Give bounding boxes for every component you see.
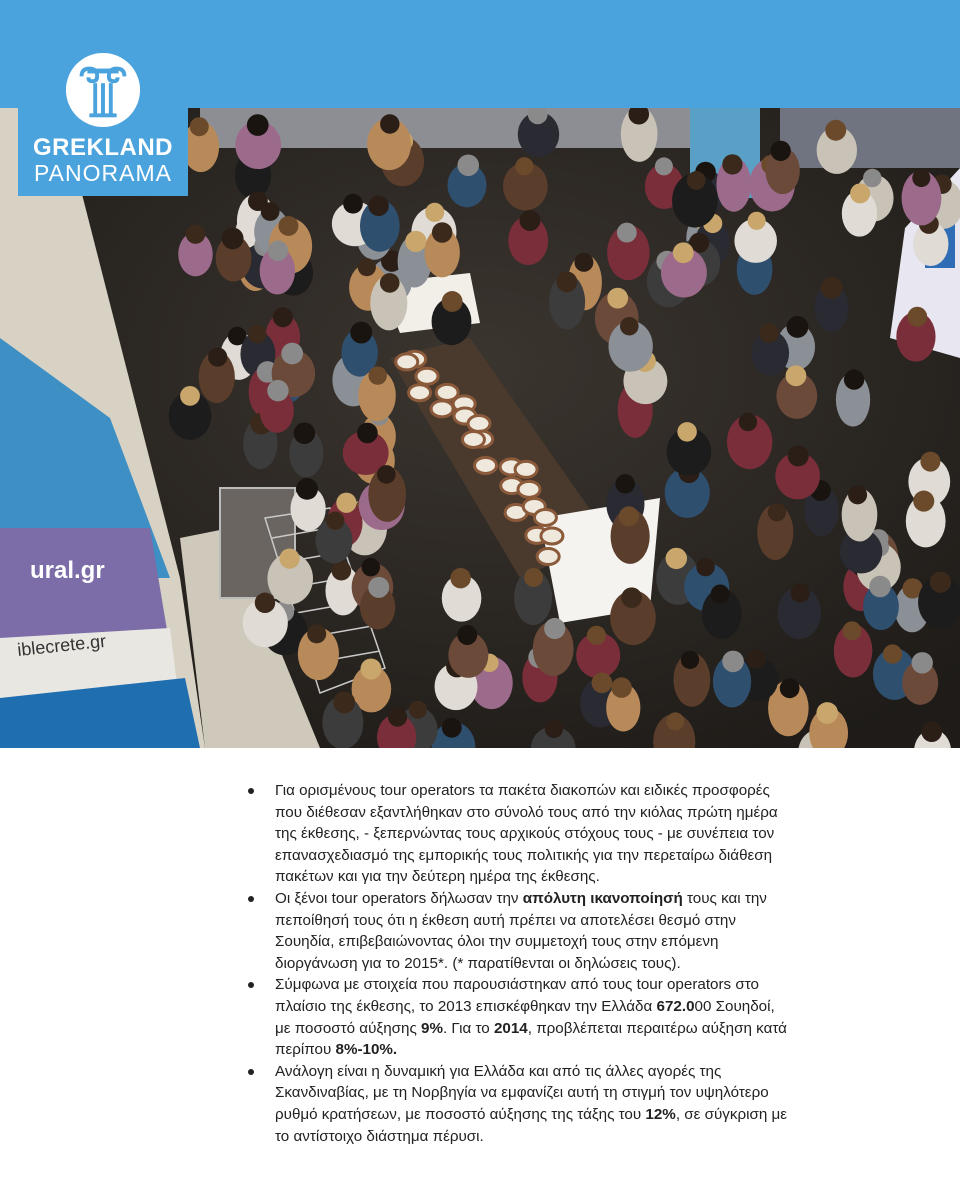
bullet-item [248, 1061, 788, 1147]
bullet-item [248, 888, 788, 974]
bullet-item [248, 974, 788, 1060]
food-plate [396, 354, 418, 370]
bullet-text: Σύμφωνα με στοιχεία που παρουσιάστηκαν από τους tour operators στο πλαίσιο της έκθεσης, το 2013 επισκέφθηκαν την Ελλάδα [275, 976, 759, 1015]
bullet-bold-text: 672.0 [656, 997, 695, 1015]
food-plate [409, 385, 431, 401]
food-plate [515, 461, 537, 477]
crowd-person [621, 108, 658, 162]
food-plate [431, 401, 453, 417]
banner-text-2: iblecrete.gr [16, 630, 107, 660]
banner-text-1: ural.gr [30, 557, 105, 584]
bullet-text: 00 Σουηδοί, με ποσοστό αύξησης [275, 997, 775, 1037]
crowd-photo-illustration [0, 108, 960, 748]
food-plate [475, 457, 497, 473]
bullet-bold-text: 8%-10%. [335, 1041, 398, 1059]
food-plate [462, 431, 484, 447]
bullet-bold-text: απόλυτη ικανοποίησή [522, 889, 683, 907]
bullet-text: , σε σύγκριση με το αντίστοιχο διάστημα πέρυσι. [275, 1105, 788, 1145]
food-plate [541, 528, 563, 544]
bullet-bold-text: 2014 [493, 1019, 528, 1037]
bullet-text: , προβλέπεται περαιτέρω αύξηση κατά περίπου [275, 1019, 787, 1059]
food-plate [416, 368, 438, 384]
bullet-text: Οι ξένοι tour operators δήλωσαν την [275, 889, 523, 907]
brand-logo [18, 36, 188, 196]
bullet-text: τους και την πεποίθησή τους ότι η έκθεση αυτή πρέπει να αποτελέσει θεσμό στην Σουηδία, επιβεβαιώνοντας όλοι την συμμετοχή τους στην επόμενη διοργάνωση για το 2015*. (* παρατίθενται οι δηλώσεις τους). [275, 889, 767, 972]
food-plate [534, 509, 556, 525]
brand-name-line1: GREKLAND [33, 134, 173, 161]
ionic-column-icon [64, 51, 142, 129]
bullet-text: Ανάλογη είναι η δυναμική για Ελλάδα και από τις άλλες αγορές της Σκανδιναβίας, με τη Νορβηγία να εμφανίζει αυτή τη στιγμή τον υψηλότερο ρυθμό κρατήσεων, με ποσοστό αύξησης της τάξης του [275, 1062, 769, 1123]
bullet-list [248, 780, 788, 1147]
bullet-text: . Για το [442, 1019, 494, 1037]
brand-name-line2: PANORAMA [34, 160, 172, 186]
bullet-bold-text: 12% [645, 1105, 676, 1123]
bullet-text: Για ορισμένους tour operators τα πακέτα διακοπών και ειδικές προσφορές που διέθεσαν εξαντλήθηκαν στο σύνολό τους από την κιόλας πρώτη ημέρα της έκθεσης, - ξεπερνώντας τους αρχικούς στόχους τους - με συνέπεια τον επανασχεδιασμό της εμπορικής τους πολιτικής για την περεταίρω διάθεση πακέτων και για την δεύτερη ημέρα της έκθεσης. [275, 782, 778, 886]
food-plate [468, 416, 490, 432]
food-plate [537, 549, 559, 565]
bullet-bold-text: 9% [421, 1019, 443, 1037]
bullet-item [248, 780, 788, 888]
food-plate [518, 481, 540, 497]
event-photo [0, 108, 960, 748]
